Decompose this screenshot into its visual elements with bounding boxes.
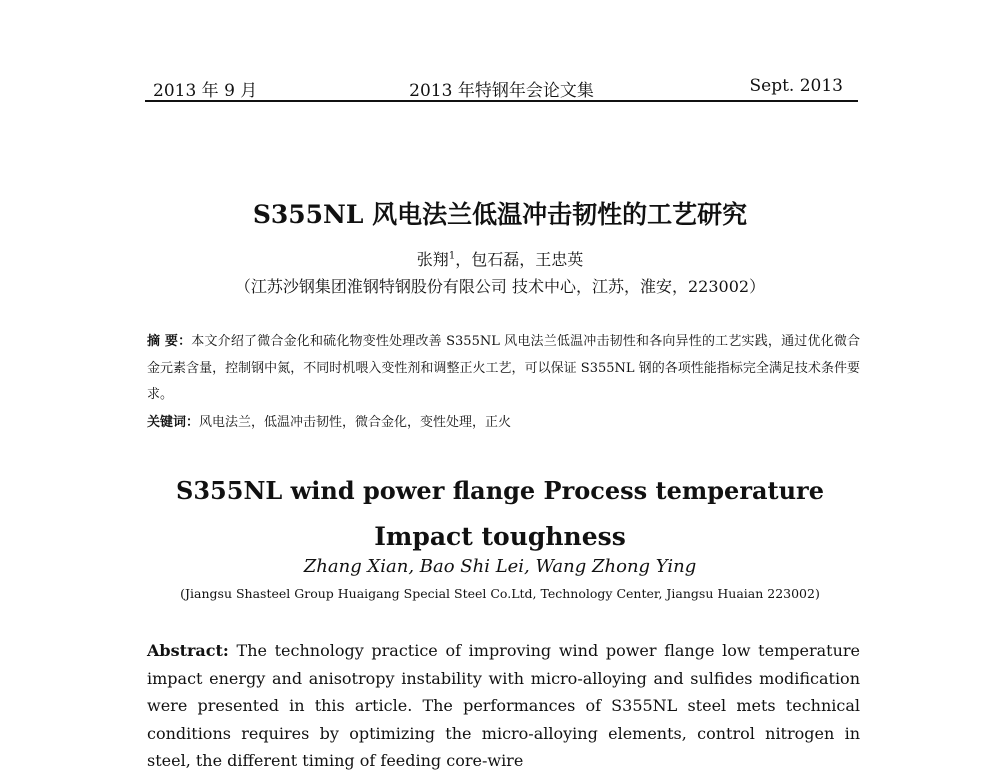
english-title-line2: Impact toughness [374, 522, 626, 551]
header-date-cn: 2013 年 9 月 [153, 81, 258, 101]
chinese-affiliation: （江苏沙钢集团淮钢特钢股份有限公司 技术中心，江苏，淮安，223002） [234, 277, 766, 296]
author-superscript: 1 [448, 250, 456, 262]
english-authors: Zhang Xian, Bao Shi Lei, Wang Zhong Ying [303, 556, 697, 577]
english-title-line1: S355NL wind power flange Process temperature [176, 476, 824, 505]
chinese-title: S355NL 风电法兰低温冲击韧性的工艺研究 [252, 200, 748, 229]
chinese-keywords [147, 411, 860, 430]
chinese-abstract-text: 本文介绍了微合金化和硫化物变性处理改善 S355NL 风电法兰低温冲击韧性和各向异性的工艺实践，通过优化微合金元素含量，控制钢中氮，不同时机喂入变性剂和调整正火工艺，可以保证 S355NL 钢的各项性能指标完全满足技术条件要求。 [147, 334, 860, 402]
english-abstract-text: The technology practice of improving wind power flange low temperature impact energy and anisotropy instability with micro-alloying and sulfides modification were presented in this article. The performances of S355NL steel mets technical conditions requires by optimizing the micro-alloying elements, control nitrogen in steel, the different timing of feeding core-wire [147, 641, 861, 770]
chinese-abstract-label: 摘 要： [147, 334, 192, 349]
header-proceedings-title: 2013 年特钢年会论文集 [409, 81, 594, 101]
chinese-keywords-text: 风电法兰，低温冲击韧性，微合金化，变性处理，正火 [199, 415, 512, 430]
other-authors: ，包石磊，王忠英 [455, 250, 584, 269]
chinese-abstract [147, 329, 860, 409]
english-abstract-label: Abstract: [147, 641, 229, 660]
chinese-keywords-label: 关键词： [147, 415, 200, 430]
page-header [145, 72, 858, 102]
english-abstract [147, 637, 860, 775]
first-author: 张翔 [416, 250, 449, 269]
chinese-authors [0, 247, 1000, 270]
english-affiliation: (Jiangsu Shasteel Group Huaigang Special Steel Co.Ltd, Technology Center, Jiangsu Huaian 223002) [180, 586, 820, 601]
header-date-en: Sept. 2013 [749, 76, 843, 96]
